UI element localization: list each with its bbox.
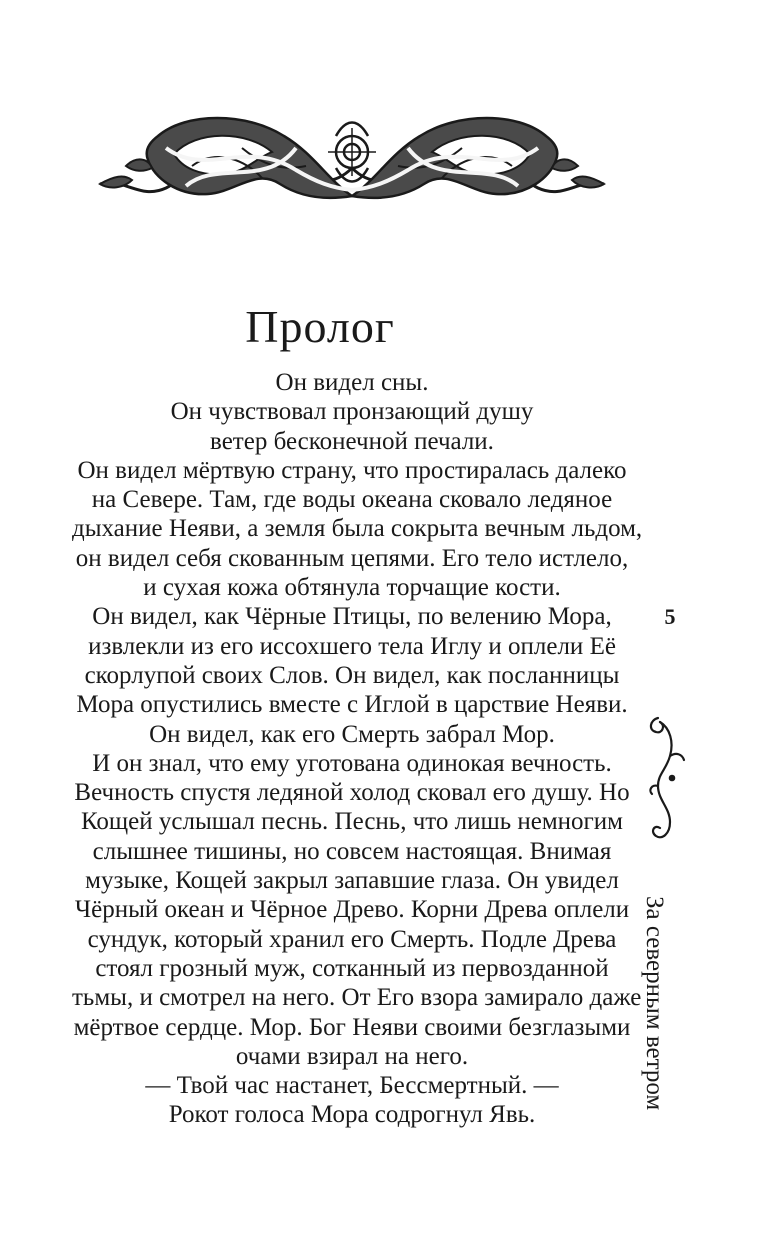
text-line: тьмы, и смотрел на него. От Его взора замирало даже — [72, 984, 642, 1012]
text-line: Кощей услышал песнь. Песнь, что лишь немногим — [81, 808, 623, 836]
text-line: Рокот голоса Мора содрогнул Явь. — [168, 1101, 536, 1129]
swirl-flourish-icon — [644, 712, 688, 844]
text-line: стоял грозный муж, сотканный из первозданной — [95, 954, 609, 982]
text-line: и сухая кожа обтянула торчащие кости. — [143, 574, 561, 602]
text-line: Он видел, как Чёрные Птицы, по велению Мора, — [92, 603, 612, 631]
text-line: Он чувствовал пронзающий душу — [170, 398, 534, 426]
text-line: он видел себя скованным цепями. Его тело истлело, — [75, 544, 629, 572]
text-line: на Севере. Там, где воды океана сковало ледяное — [91, 486, 613, 514]
text-line: сундук, который хранил его Смерть. Подле Древа — [87, 925, 617, 953]
text-line: Вечность спустя ледяной холод сковал его душу. Но — [74, 779, 630, 807]
text-line: — Твой час настанет, Бессмертный. — — [145, 1072, 559, 1100]
celtic-knot-ornament-icon — [96, 108, 608, 220]
prologue-text — [72, 368, 643, 1130]
text-line: музыке, Кощей закрыл запавшие глаза. Он увидел — [85, 867, 619, 895]
text-line: И он знал, что ему уготована одинокая вечность. — [92, 749, 612, 777]
text-line: ветер бесконечной печали. — [210, 427, 494, 455]
text-line: Он видел сны. — [275, 369, 429, 396]
text-line: Мора опустились вместе с Иглой в царствие Неяви. — [76, 691, 628, 719]
text-line: дыхание Нeяви, а земля была сокрыта вечным льдом, — [72, 515, 643, 543]
text-line: слышнее тишины, но совсем настоящая. Внимая — [92, 837, 612, 865]
page-number: 5 — [664, 604, 676, 629]
text-line: Он видел, как его Смерть забрал Мор. — [149, 720, 555, 748]
text-line: скорлупой своих Слов. Он видел, как посланницы — [84, 661, 620, 689]
text-line: очами взирал на него. — [235, 1042, 469, 1070]
text-line: мёртвое сердце. Мор. Бог Неяви своими безглазыми — [73, 1013, 631, 1041]
text-line: Он видел мёртвую страну, что простиралась далеко — [77, 456, 627, 484]
chapter-title: Пролог — [245, 301, 395, 352]
text-line: Чёрный океан и Чёрное Древо. Корни Древа оплели — [74, 896, 630, 924]
running-head: За северным ветром — [641, 896, 668, 1111]
text-line: извлекли из его иссохшего тела Иглу и оплели Её — [88, 632, 616, 660]
